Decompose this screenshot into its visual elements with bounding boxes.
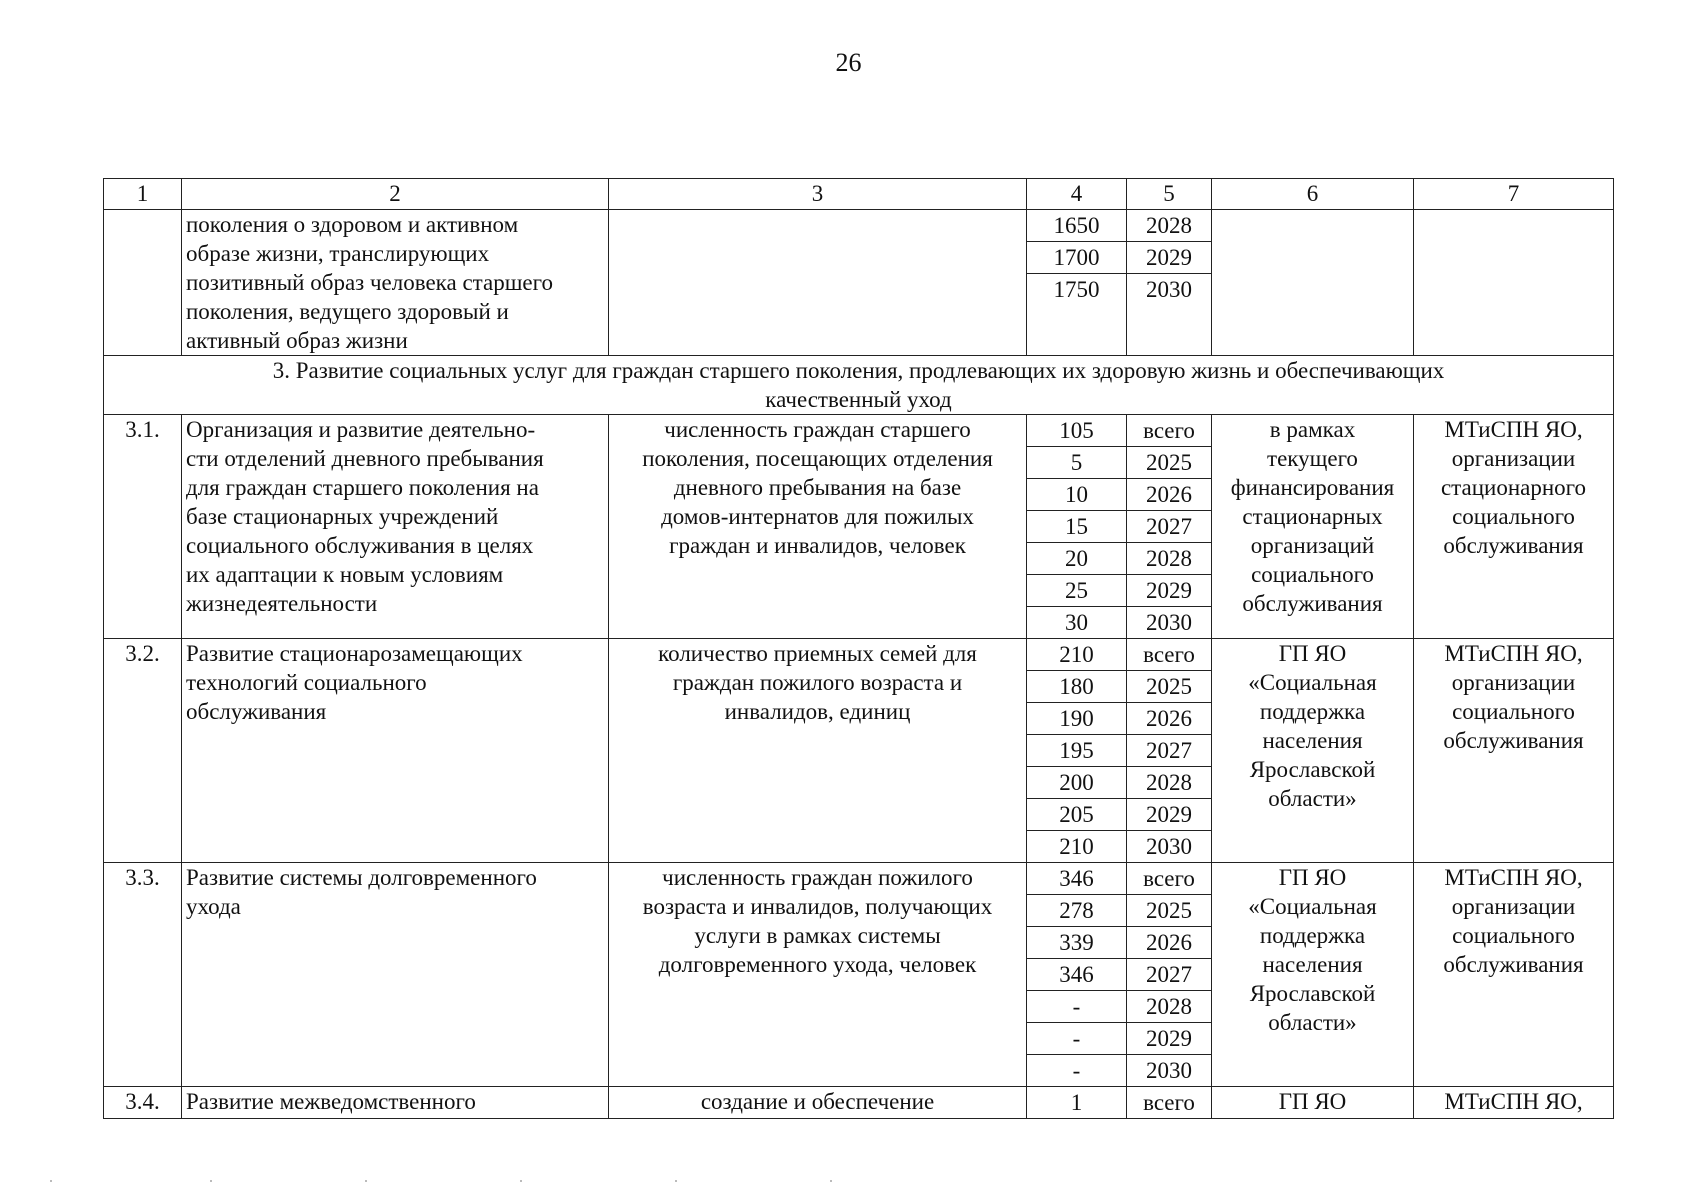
- row-number: 3.4.: [104, 1087, 182, 1119]
- value-cell: 105 5 10 15 20 25 30: [1027, 415, 1127, 639]
- indicator-text: численность граждан старшего поколения, посещающих отделения дневного пребывания на базе домов-интернатов для пожилых граждан и инвалидов, человек: [609, 415, 1027, 639]
- page-number: 26: [835, 48, 862, 77]
- measures-table: [103, 178, 1614, 1119]
- table-row: [104, 863, 1614, 1087]
- row-number: 3.3.: [104, 863, 182, 1087]
- year-cell: всего 2025 2026 2027 2028 2029 2030: [1127, 863, 1212, 1087]
- action-text: Развитие межведомственного: [182, 1087, 609, 1119]
- col-header: 7: [1414, 179, 1614, 210]
- scan-artifacts: [50, 1180, 850, 1182]
- col-header: 4: [1027, 179, 1127, 210]
- value-cell: 210 180 190 195 200 205 210: [1027, 639, 1127, 863]
- indicator-text: численность граждан пожилого возраста и инвалидов, получающих услуги в рамках системы долговременного ухода, человек: [609, 863, 1027, 1087]
- col-header: 1: [104, 179, 182, 210]
- year-cell: всего 2025 2026 2027 2028 2029 2030: [1127, 415, 1212, 639]
- col-header: 6: [1212, 179, 1414, 210]
- table-row: [104, 639, 1614, 863]
- section-heading-row: [104, 356, 1614, 415]
- col-header: 3: [609, 179, 1027, 210]
- row-number: 3.2.: [104, 639, 182, 863]
- header-row: [104, 179, 1614, 210]
- action-text: Развитие стационарозамещающих технологий социального обслуживания: [182, 639, 609, 863]
- col-header: 5: [1127, 179, 1212, 210]
- responsible-party: МТиСПН ЯО,: [1414, 1087, 1614, 1119]
- funding-source: ГП ЯО: [1212, 1087, 1414, 1119]
- responsible-party: МТиСПН ЯО, организации социального обслуживания: [1414, 863, 1614, 1087]
- year-cell: 2028 2029 2030: [1127, 210, 1212, 356]
- col-header: 2: [182, 179, 609, 210]
- funding-source: ГП ЯО «Социальная поддержка населения Ярославской области»: [1212, 639, 1414, 863]
- action-text: Развитие системы долговременного ухода: [182, 863, 609, 1087]
- indicator-text: количество приемных семей для граждан пожилого возраста и инвалидов, единиц: [609, 639, 1027, 863]
- continuation-row: [104, 210, 1614, 356]
- value-cell: 1: [1027, 1087, 1127, 1119]
- funding-source: в рамках текущего финансирования стационарных организаций социального обслуживания: [1212, 415, 1414, 639]
- indicator-text: создание и обеспечение: [609, 1087, 1027, 1119]
- year-cell: всего 2025 2026 2027 2028 2029 2030: [1127, 639, 1212, 863]
- year-cell: всего: [1127, 1087, 1212, 1119]
- action-text: поколения о здоровом и активном образе жизни, транслирующих позитивный образ человека старшего поколения, ведущего здоровый и активный образ жизни: [182, 210, 609, 356]
- action-text: Организация и развитие деятельно- сти отделений дневного пребывания для граждан старшего поколения на базе стационарных учреждений социального обслуживания в целях их адаптации к новым условиям жизнедеятельности: [182, 415, 609, 639]
- section-heading: 3. Развитие социальных услуг для граждан старшего поколения, продлевающих их здоровую жизнь и обеспечивающих качественный уход: [104, 356, 1614, 415]
- responsible-party: МТиСПН ЯО, организации социального обслуживания: [1414, 639, 1614, 863]
- value-cell: 346 278 339 346 - - -: [1027, 863, 1127, 1087]
- table-row: [104, 1087, 1614, 1119]
- table-row: [104, 415, 1614, 639]
- row-number: 3.1.: [104, 415, 182, 639]
- value-cell: 1650 1700 1750: [1027, 210, 1127, 356]
- funding-source: ГП ЯО «Социальная поддержка населения Ярославской области»: [1212, 863, 1414, 1087]
- responsible-party: МТиСПН ЯО, организации стационарного социального обслуживания: [1414, 415, 1614, 639]
